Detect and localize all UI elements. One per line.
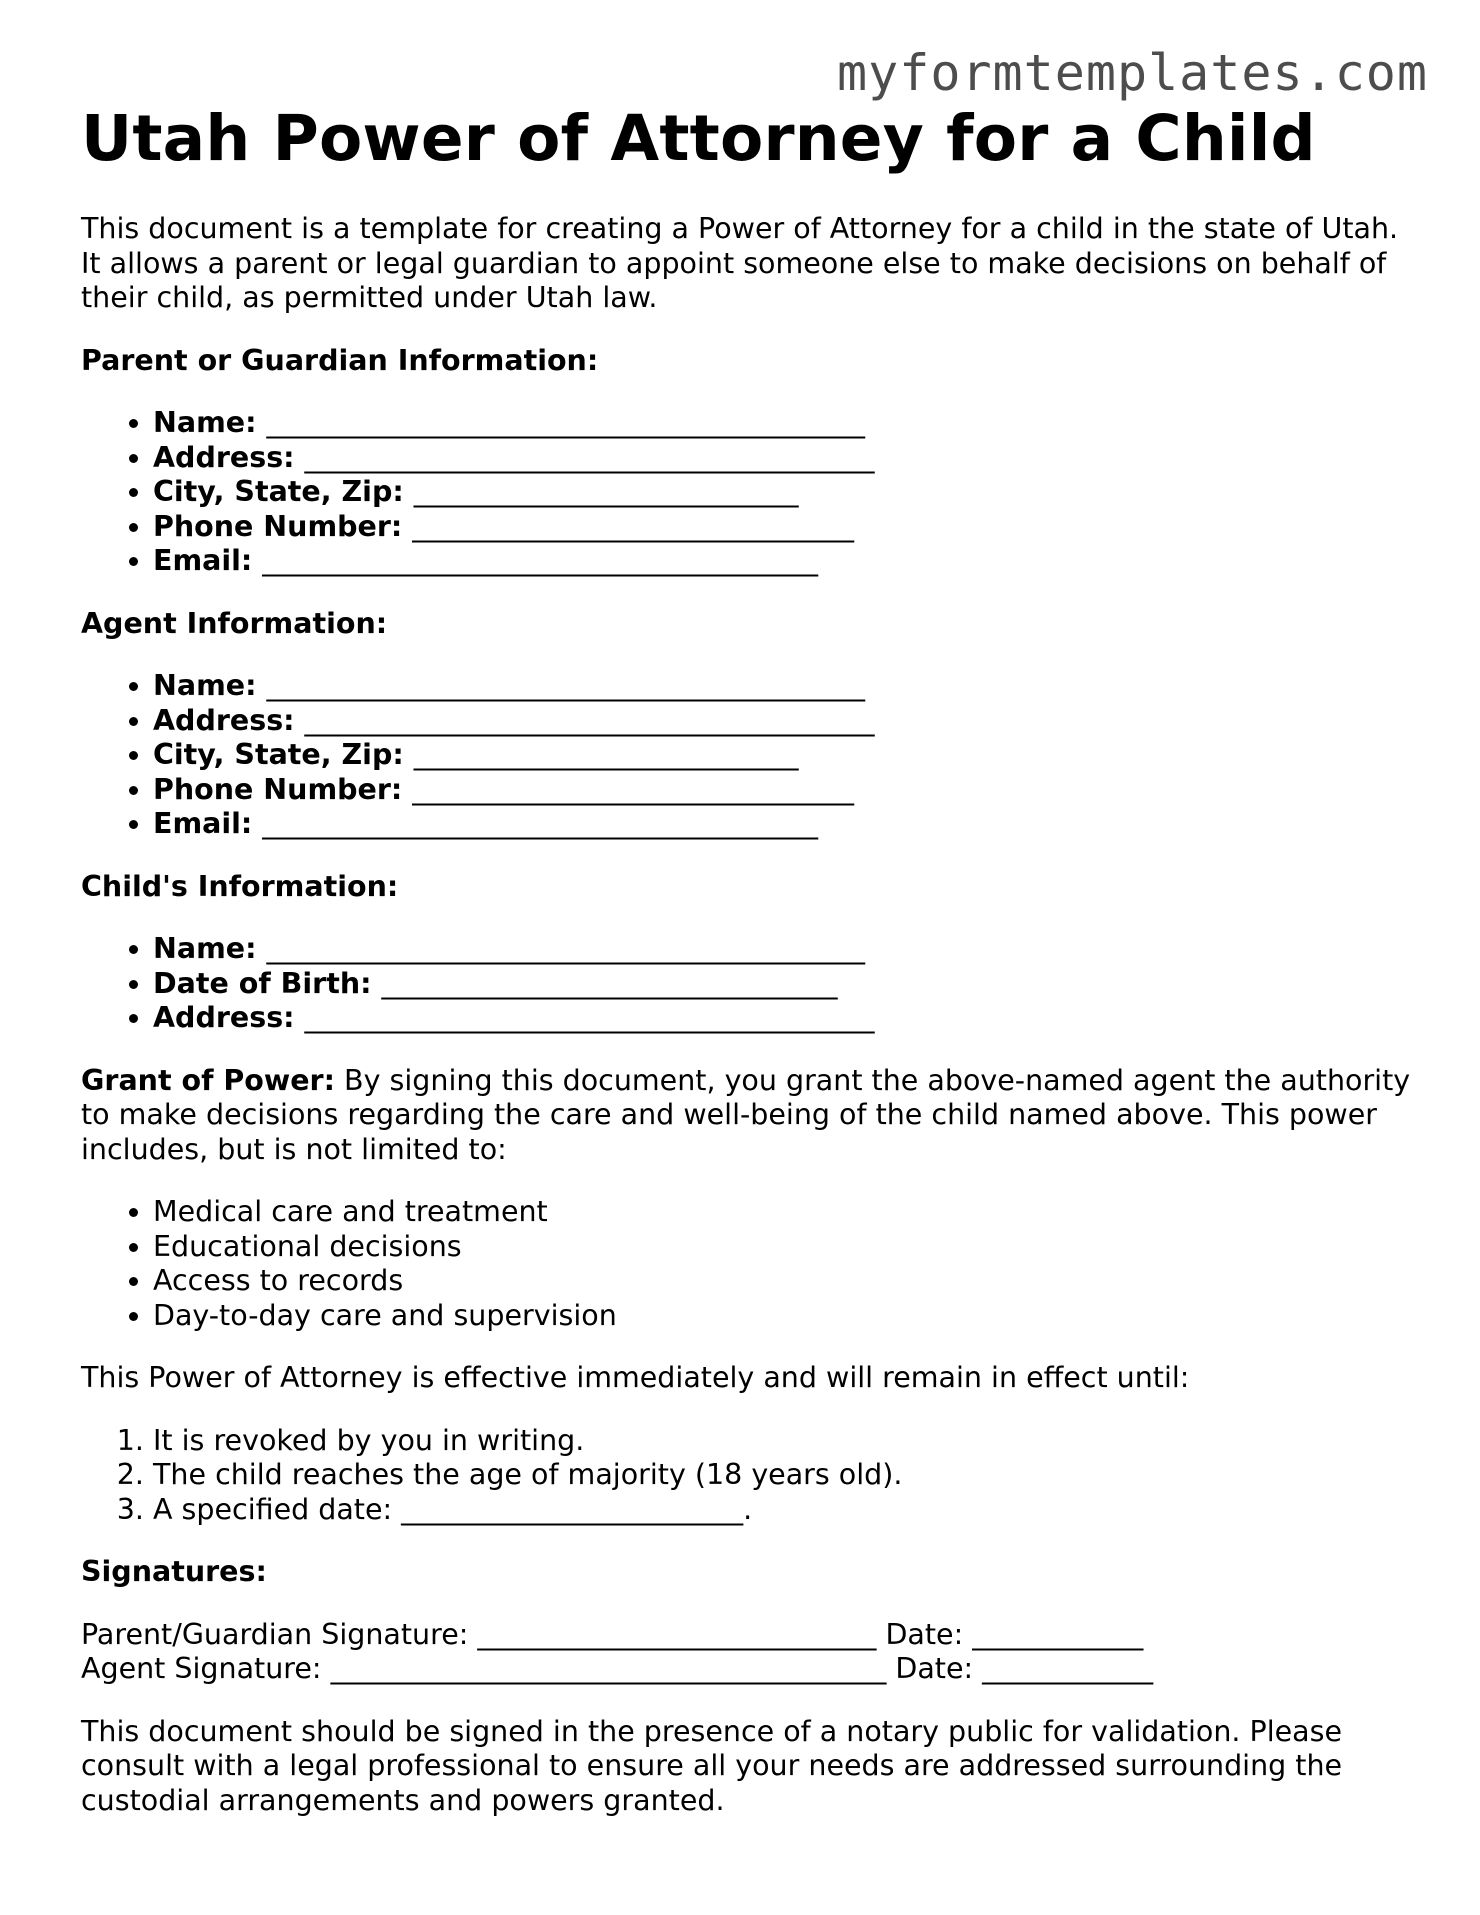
power-item: • Day-to-day care and supervision — [153, 1299, 1411, 1334]
field-label: Email: — [153, 544, 253, 577]
field-blank: __________________________________________ — [266, 406, 865, 439]
parent-email-field — [153, 544, 1411, 579]
parent-field-list — [81, 406, 1411, 579]
field-label: City, State, Zip: — [153, 475, 404, 508]
conditions-list — [81, 1424, 1411, 1528]
signatures-heading: Signatures: — [81, 1555, 267, 1588]
child-field-list — [81, 932, 1411, 1036]
parent-signature-line: Parent/Guardian Signature: ____________________________ Date: ____________ — [81, 1617, 1144, 1651]
child-dob-field — [153, 967, 1411, 1002]
condition-item: 1. It is revoked by you in writing. — [153, 1424, 1411, 1459]
closing-paragraph: This document should be signed in the presence of a notary public for validation. Please consult with a legal professional to ensure all your needs are addressed surrounding the custodial arrangements and powers granted. — [81, 1714, 1343, 1817]
field-blank: _______________________________________ — [262, 807, 819, 840]
field-blank: ________________________________________ — [304, 1001, 875, 1034]
power-item: • Educational decisions — [153, 1230, 1411, 1265]
field-blank: _______________________________ — [412, 772, 855, 806]
field-blank: __________________________________________ — [266, 932, 865, 965]
field-blank: ___________________________ — [413, 738, 799, 771]
field-label: Date of Birth: — [153, 966, 372, 1000]
grant-text: By signing this document, you grant the above-named agent the authority to make decisions regarding the care and well-being of the child named above. This power includes, but is not limited to: — [81, 1063, 1411, 1166]
field-blank: _______________________________________ — [262, 544, 819, 577]
signature-block — [81, 1618, 1411, 1687]
field-blank: _______________________________ — [412, 509, 855, 543]
parent-phone-field — [153, 510, 1411, 545]
page-title: Utah Power of Attorney for a Child — [81, 102, 1316, 175]
field-blank: ________________________________________ — [304, 703, 875, 737]
agent-section-heading: Agent Information: — [81, 606, 388, 640]
condition-item: 2. The child reaches the age of majority (18 years old). — [153, 1458, 1411, 1493]
parent-city-state-zip-field — [153, 475, 1411, 510]
child-address-field — [153, 1001, 1411, 1036]
field-blank: ________________________________ — [381, 966, 838, 1000]
field-blank: __________________________________________ — [266, 669, 865, 702]
condition-item: 3. A specified date: ________________________. — [153, 1493, 1411, 1528]
power-item: • Medical care and treatment — [153, 1195, 1411, 1230]
agent-name-field — [153, 669, 1411, 704]
field-blank: ___________________________ — [413, 475, 799, 508]
field-blank: ________________________________________ — [304, 440, 875, 474]
watermark: myformtemplates.com — [837, 44, 1428, 102]
power-item: • Access to records — [153, 1264, 1411, 1299]
child-name-field — [153, 932, 1411, 967]
document-page — [81, 100, 1411, 1818]
field-label: Email: — [153, 807, 253, 840]
field-label: Address: — [153, 1001, 295, 1034]
field-label: Address: — [153, 703, 295, 737]
parent-address-field — [153, 441, 1411, 476]
powers-list — [81, 1195, 1411, 1333]
parent-name-field — [153, 406, 1411, 441]
field-label: Phone Number: — [153, 509, 403, 543]
agent-email-field — [153, 807, 1411, 842]
grant-paragraph — [81, 1064, 1411, 1168]
agent-phone-field — [153, 773, 1411, 808]
grant-label: Grant of Power: — [81, 1063, 335, 1097]
field-label: Name: — [153, 932, 257, 965]
field-label: Phone Number: — [153, 772, 403, 806]
field-label: Address: — [153, 440, 295, 474]
agent-address-field — [153, 704, 1411, 739]
field-label: City, State, Zip: — [153, 738, 404, 771]
agent-field-list — [81, 669, 1411, 842]
child-section-heading: Child's Information: — [81, 869, 399, 903]
field-label: Name: — [153, 406, 257, 439]
parent-section-heading: Parent or Guardian Information: — [81, 343, 599, 377]
intro-paragraph: This document is a template for creating a Power of Attorney for a child in the state of Utah. It allows a parent or legal guardian to appoint someone else to make decisions on behalf of their child, as permitted under Utah law. — [81, 212, 1399, 314]
effective-paragraph: This Power of Attorney is effective immediately and will remain in effect until: — [81, 1361, 1190, 1394]
agent-signature-line: Agent Signature: _______________________________________ Date: ____________ — [81, 1652, 1154, 1685]
field-label: Name: — [153, 669, 257, 702]
agent-city-state-zip-field — [153, 738, 1411, 773]
